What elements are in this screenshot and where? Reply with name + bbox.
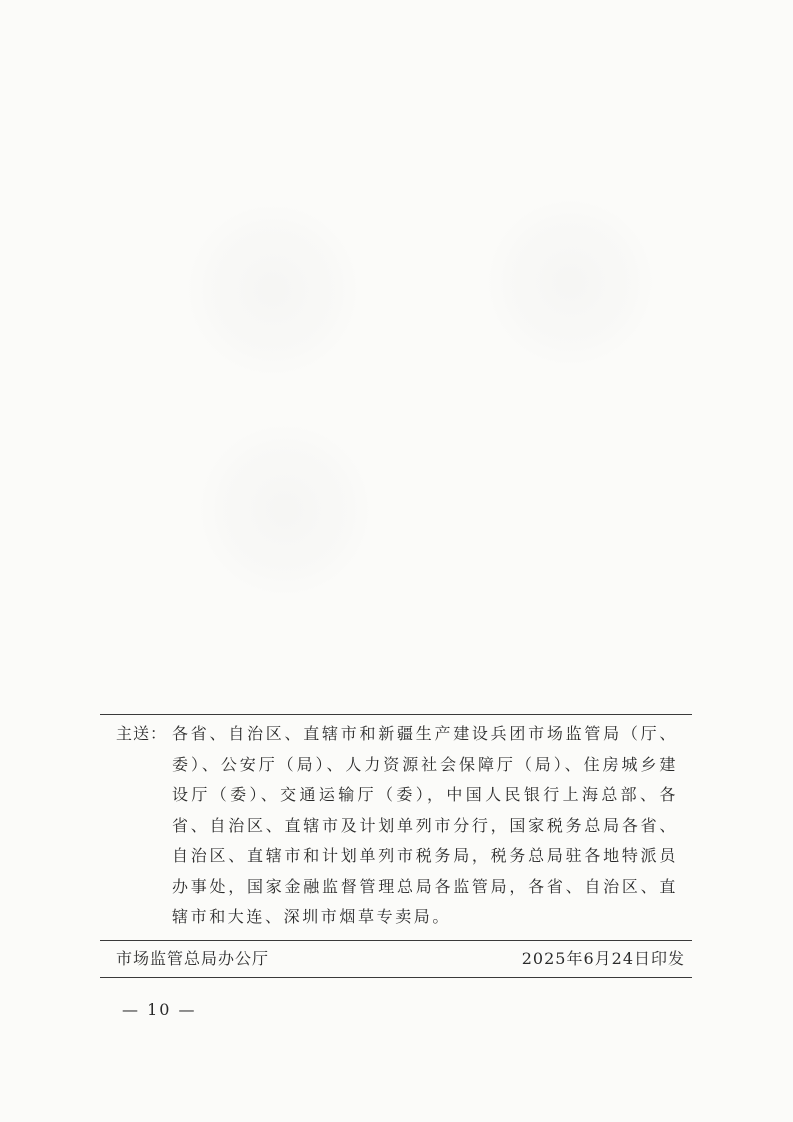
seal-stamp-faded	[188, 205, 358, 375]
seal-stamp-faded	[200, 425, 370, 595]
divider-top	[100, 714, 692, 715]
page-number: — 10 —	[122, 1000, 197, 1019]
divider-bottom	[100, 977, 692, 978]
distribution-text: 各省、自治区、直辖市和新疆生产建设兵团市场监管局（厅、委）、公安厅（局）、人力资源社会保障厅（局）、住房城乡建设厅（委）、交通运输厅（委），中国人民银行上海总部、各省、自治区、直辖市及计划单列市分行，国家税务总局各省、自治区、直辖市和计划单列市税务局，税务总局驻各地特派员办事处，国家金融监督管理总局各监管局，各省、自治区、直辖市和大连、深圳市烟草专卖局。	[172, 724, 678, 926]
distribution-label: 主送：	[116, 724, 168, 743]
issue-date: 2025年6月24日印发	[521, 949, 685, 968]
issuing-office: 市场监管总局办公厅	[116, 949, 270, 968]
divider-middle	[100, 940, 692, 941]
seal-stamp-faded	[488, 200, 653, 365]
